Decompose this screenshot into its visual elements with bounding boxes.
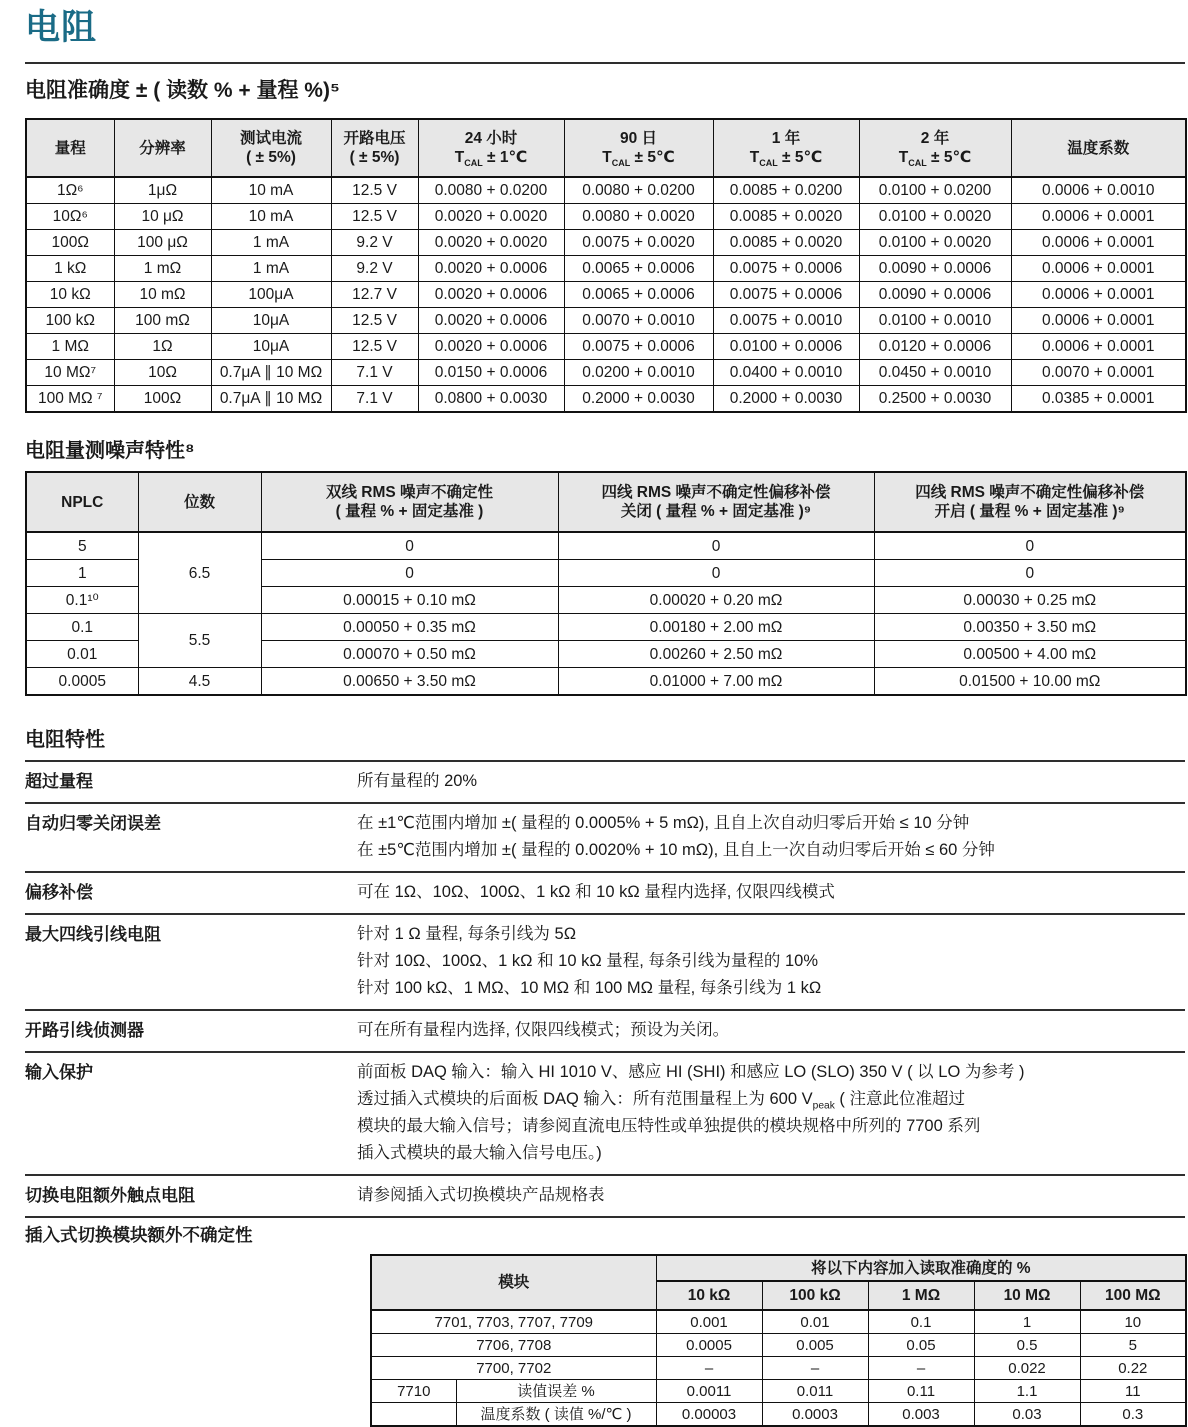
accuracy-cell: 1 mΩ (114, 256, 211, 282)
accuracy-cell: 0.0020 + 0.0006 (418, 282, 564, 308)
noise-col-four-wire-off: 四线 RMS 噪声不确定性偏移补偿 关闭 ( 量程 % + 固定基准 )⁹ (558, 472, 874, 532)
plugin-range-header: 100 MΩ (1080, 1281, 1186, 1310)
spec-values (357, 879, 835, 906)
accuracy-cell: 0.0075 + 0.0006 (713, 256, 859, 282)
page-title: 电阻 (25, 8, 98, 47)
noise-four-wire-off-cell: 0 (558, 532, 874, 560)
accuracy-cell: 0.0085 + 0.0200 (713, 177, 859, 204)
spec-row (25, 1051, 1185, 1174)
spec-line: 针对 10Ω、100Ω、1 kΩ 和 10 kΩ 量程, 每条引线为量程的 10% (357, 952, 819, 970)
spec-label: 切换电阻额外触点电阻 (25, 1186, 195, 1205)
accuracy-cell: 10 mA (211, 204, 331, 230)
accuracy-cell: 10Ω⁶ (26, 204, 114, 230)
accuracy-cell: 0.0100 + 0.0020 (859, 230, 1011, 256)
accuracy-cell: 100 kΩ (26, 308, 114, 334)
accuracy-cell: 0.0065 + 0.0006 (564, 282, 713, 308)
plugin-module-cell (371, 1403, 456, 1427)
plugin-module-cell: 7701, 7703, 7707, 7709 (371, 1310, 656, 1334)
accuracy-col-header: 温度系数 (1011, 119, 1186, 177)
accuracy-cell: 12.5 V (331, 204, 418, 230)
noise-two-wire-cell: 0 (261, 560, 558, 587)
noise-col-digits (138, 472, 261, 532)
accuracy-cell: 0.0080 + 0.0200 (564, 177, 713, 204)
plugin-row (371, 1357, 1186, 1380)
plugin-range-header: 10 MΩ (974, 1281, 1080, 1310)
accuracy-cell: 0.0450 + 0.0010 (859, 360, 1011, 386)
accuracy-cell: 0.0006 + 0.0001 (1011, 204, 1186, 230)
plugin-value-cell: 0.011 (762, 1380, 868, 1403)
noise-digits-cell: 5.5 (138, 614, 261, 668)
spec-label: 最大四线引线电阻 (25, 925, 161, 944)
plugin-value-cell: 5 (1080, 1334, 1186, 1357)
noise-nplc-cell: 0.1¹⁰ (26, 587, 138, 614)
spec-line: 插入式模块的最大输入信号电压。) (357, 1144, 602, 1162)
accuracy-cell: 0.0065 + 0.0006 (564, 256, 713, 282)
plugin-value-cell: 0.5 (974, 1334, 1080, 1357)
accuracy-cell: 0.0080 + 0.0020 (564, 204, 713, 230)
spec-row (25, 913, 1185, 1009)
spec-line: 可在 1Ω、10Ω、100Ω、1 kΩ 和 10 kΩ 量程内选择, 仅限四线模式 (357, 883, 835, 901)
accuracy-cell: 0.0020 + 0.0020 (418, 204, 564, 230)
plugin-value-cell: 0.03 (974, 1403, 1080, 1427)
accuracy-cell: 0.0085 + 0.0020 (713, 230, 859, 256)
spec-label: 开路引线侦测器 (25, 1021, 144, 1040)
plugin-header-row-1 (371, 1255, 1186, 1281)
plugin-value-cell: 0.1 (868, 1310, 974, 1334)
plugin-value-cell: 0.0011 (656, 1380, 762, 1403)
accuracy-cell: 0.0400 + 0.0010 (713, 360, 859, 386)
plugin-value-cell: 0.00003 (656, 1403, 762, 1427)
noise-row (26, 532, 1186, 560)
spec-row (25, 871, 1185, 913)
accuracy-cell: 12.5 V (331, 308, 418, 334)
accuracy-cell: 100μA (211, 282, 331, 308)
accuracy-row (26, 386, 1186, 413)
spec-values (357, 921, 821, 1002)
accuracy-cell: 0.0100 + 0.0200 (859, 177, 1011, 204)
accuracy-row (26, 308, 1186, 334)
accuracy-cell: 12.7 V (331, 282, 418, 308)
spec-values (357, 810, 995, 864)
noise-four-wire-on-cell: 0.00500 + 4.00 mΩ (874, 641, 1186, 668)
spec-row (25, 760, 1185, 802)
noise-four-wire-on-cell: 0.00030 + 0.25 mΩ (874, 587, 1186, 614)
noise-row (26, 614, 1186, 641)
noise-two-wire-cell: 0.00050 + 0.35 mΩ (261, 614, 558, 641)
accuracy-cell: 0.0075 + 0.0006 (564, 334, 713, 360)
spec-line: 在 ±5℃范围内增加 ±( 量程的 0.0020% + 10 mΩ), 且自上一次自动归零后开始 ≤ 60 分钟 (357, 841, 995, 859)
accuracy-row (26, 256, 1186, 282)
plugin-row (371, 1403, 1186, 1427)
plugin-value-cell: 0.0005 (656, 1334, 762, 1357)
accuracy-cell: 0.7μA ∥ 10 MΩ (211, 386, 331, 413)
plugin-value-cell: 1 (974, 1310, 1080, 1334)
spec-values (357, 1059, 1024, 1167)
noise-four-wire-off-cell: 0 (558, 560, 874, 587)
accuracy-cell: 1 kΩ (26, 256, 114, 282)
spec-line: 透过插入式模块的后面板 DAQ 输入：所有范围量程上为 600 $V_{peak}$ ( 注意此位准超过 (357, 1090, 965, 1112)
plugin-value-cell: 0.022 (974, 1357, 1080, 1380)
spec-row (25, 1009, 1185, 1051)
noise-digits-cell: 6.5 (138, 532, 261, 614)
accuracy-cell: 0.0006 + 0.0001 (1011, 308, 1186, 334)
plugin-value-cell: 0.11 (868, 1380, 974, 1403)
plugin-value-cell: 11 (1080, 1380, 1186, 1403)
accuracy-cell: 9.2 V (331, 256, 418, 282)
accuracy-row (26, 177, 1186, 204)
accuracy-cell: 0.2500 + 0.0030 (859, 386, 1011, 413)
spec-label: 超过量程 (25, 772, 93, 791)
plugin-row (371, 1310, 1186, 1334)
accuracy-cell: 1Ω⁶ (26, 177, 114, 204)
accuracy-col-header: 1 年 $T_{CAL}$ ± 5℃ (713, 119, 859, 177)
noise-nplc-cell: 1 (26, 560, 138, 587)
accuracy-cell: 10 MΩ⁷ (26, 360, 114, 386)
noise-nplc-cell: 0.01 (26, 641, 138, 668)
noise-four-wire-off-cell: 0.00260 + 2.50 mΩ (558, 641, 874, 668)
accuracy-col-header: 测试电流 ( ± 5%) (211, 119, 331, 177)
plugin-value-cell: 10 (1080, 1310, 1186, 1334)
plugin-value-cell: 0.005 (762, 1334, 868, 1357)
plugin-value-cell: 1.1 (974, 1380, 1080, 1403)
noise-two-wire-cell: 0.00015 + 0.10 mΩ (261, 587, 558, 614)
page (25, 0, 1185, 1427)
accuracy-cell: 0.0006 + 0.0001 (1011, 334, 1186, 360)
accuracy-table-body (26, 177, 1186, 412)
accuracy-cell: 10Ω (114, 360, 211, 386)
plugin-module-cell: 7700, 7702 (371, 1357, 656, 1380)
accuracy-cell: 0.0006 + 0.0001 (1011, 256, 1186, 282)
accuracy-cell: 0.0075 + 0.0006 (713, 282, 859, 308)
accuracy-cell: 0.2000 + 0.0030 (713, 386, 859, 413)
accuracy-cell: 0.0100 + 0.0020 (859, 204, 1011, 230)
accuracy-cell: 0.0085 + 0.0020 (713, 204, 859, 230)
spec-values (357, 1017, 729, 1044)
noise-col-two-wire: 双线 RMS 噪声不确定性 ( 量程 % + 固定基准 ) (261, 472, 558, 532)
noise-four-wire-on-cell: 0.00350 + 3.50 mΩ (874, 614, 1186, 641)
spec-line: 针对 100 kΩ、1 MΩ、10 MΩ 和 100 MΩ 量程, 每条引线为 1 kΩ (357, 979, 822, 997)
noise-four-wire-off-cell: 0.00020 + 0.20 mΩ (558, 587, 874, 614)
accuracy-cell: 0.0070 + 0.0010 (564, 308, 713, 334)
accuracy-cell: 10 mΩ (114, 282, 211, 308)
plugin-heading: 插入式切换模块额外不确定性 (25, 1225, 253, 1245)
accuracy-cell: 0.0100 + 0.0006 (713, 334, 859, 360)
plugin-sub-cell: 读值误差 % (456, 1380, 656, 1403)
accuracy-cell: 0.0020 + 0.0006 (418, 334, 564, 360)
accuracy-col-header: 量程 (26, 119, 114, 177)
accuracy-col-header: 分辨率 (114, 119, 211, 177)
plugin-module-header: 模块 (371, 1255, 656, 1310)
accuracy-cell: 0.0090 + 0.0006 (859, 282, 1011, 308)
accuracy-row (26, 334, 1186, 360)
accuracy-cell: 10 μΩ (114, 204, 211, 230)
spec-values (357, 1182, 605, 1209)
accuracy-col-header: 90 日 $T_{CAL}$ ± 5℃ (564, 119, 713, 177)
characteristics-list (25, 760, 1185, 1218)
plugin-span-header: 将以下内容加入读取准确度的 % (656, 1255, 1186, 1281)
accuracy-cell: 0.0020 + 0.0006 (418, 256, 564, 282)
accuracy-cell: 0.0100 + 0.0010 (859, 308, 1011, 334)
plugin-module-cell: 7710 (371, 1380, 456, 1403)
accuracy-header-row (26, 119, 1186, 177)
spec-label: 输入保护 (25, 1063, 93, 1082)
spec-line: 前面板 DAQ 输入：输入 HI 1010 V、感应 HI (SHI) 和感应 LO (SLO) 350 V ( 以 LO 为参考 ) (357, 1063, 1025, 1081)
plugin-value-cell: 0.05 (868, 1334, 974, 1357)
noise-nplc-cell: 5 (26, 532, 138, 560)
accuracy-cell: 1μΩ (114, 177, 211, 204)
noise-four-wire-off-cell: 0.01000 + 7.00 mΩ (558, 668, 874, 696)
accuracy-col-header: 2 年 $T_{CAL}$ ± 5℃ (859, 119, 1011, 177)
accuracy-row (26, 360, 1186, 386)
accuracy-cell: 1 mA (211, 230, 331, 256)
accuracy-col-header: 开路电压 ( ± 5%) (331, 119, 418, 177)
accuracy-row (26, 230, 1186, 256)
accuracy-cell: 0.0385 + 0.0001 (1011, 386, 1186, 413)
noise-table (25, 471, 1187, 696)
accuracy-cell: 100 MΩ ⁷ (26, 386, 114, 413)
accuracy-cell: 0.0006 + 0.0001 (1011, 230, 1186, 256)
plugin-value-cell: 0.01 (762, 1310, 868, 1334)
accuracy-cell: 0.0200 + 0.0010 (564, 360, 713, 386)
noise-four-wire-on-cell: 0 (874, 532, 1186, 560)
accuracy-cell: 7.1 V (331, 386, 418, 413)
plugin-value-cell: 0.22 (1080, 1357, 1186, 1380)
plugin-value-cell: – (656, 1357, 762, 1380)
plugin-table-body (371, 1310, 1186, 1426)
accuracy-cell: 10 mA (211, 177, 331, 204)
accuracy-heading: 电阻准确度 ± ( 读数 % + 量程 %)⁵ (25, 79, 340, 102)
accuracy-cell: 1 MΩ (26, 334, 114, 360)
noise-two-wire-cell: 0 (261, 532, 558, 560)
noise-nplc-cell: 0.1 (26, 614, 138, 641)
accuracy-table (25, 118, 1187, 413)
noise-row (26, 668, 1186, 696)
accuracy-row (26, 282, 1186, 308)
accuracy-cell: 10μA (211, 308, 331, 334)
accuracy-row (26, 204, 1186, 230)
plugin-value-cell: 0.001 (656, 1310, 762, 1334)
accuracy-cell: 12.5 V (331, 334, 418, 360)
accuracy-cell: 0.2000 + 0.0030 (564, 386, 713, 413)
accuracy-cell: 0.0006 + 0.0001 (1011, 282, 1186, 308)
noise-table-body (26, 532, 1186, 695)
noise-four-wire-on-cell: 0 (874, 560, 1186, 587)
noise-col-four-wire-on: 四线 RMS 噪声不确定性偏移补偿 开启 ( 量程 % + 固定基准 )⁹ (874, 472, 1186, 532)
plugin-value-cell: 0.3 (1080, 1403, 1186, 1427)
title-divider (25, 62, 1185, 64)
spec-label: 偏移补偿 (25, 883, 93, 902)
accuracy-cell: 0.0080 + 0.0200 (418, 177, 564, 204)
accuracy-cell: 0.0075 + 0.0010 (713, 308, 859, 334)
characteristics-heading: 电阻特性 (25, 729, 105, 751)
noise-four-wire-on-cell: 0.01500 + 10.00 mΩ (874, 668, 1186, 696)
accuracy-cell: 100 mΩ (114, 308, 211, 334)
noise-col-nplc-label: NPLC (61, 493, 104, 511)
noise-heading: 电阻量测噪声特性⁸ (25, 440, 195, 462)
plugin-value-cell: 0.003 (868, 1403, 974, 1427)
spec-line: 模块的最大输入信号；请参阅直流电压特性或单独提供的模块规格中所列的 7700 系列 (357, 1117, 981, 1135)
spec-line: 请参阅插入式切换模块产品规格表 (357, 1186, 605, 1204)
accuracy-cell: 7.1 V (331, 360, 418, 386)
plugin-value-cell: 0.0003 (762, 1403, 868, 1427)
spec-row (25, 1174, 1185, 1216)
accuracy-cell: 0.0006 + 0.0010 (1011, 177, 1186, 204)
accuracy-cell: 0.0070 + 0.0001 (1011, 360, 1186, 386)
accuracy-cell: 0.0120 + 0.0006 (859, 334, 1011, 360)
plugin-value-cell: – (762, 1357, 868, 1380)
accuracy-cell: 0.0020 + 0.0020 (418, 230, 564, 256)
accuracy-cell: 12.5 V (331, 177, 418, 204)
noise-header-row (26, 472, 1186, 532)
noise-col-digits-label: 位数 (183, 493, 215, 511)
accuracy-cell: 9.2 V (331, 230, 418, 256)
plugin-table (370, 1254, 1187, 1427)
accuracy-cell: 10μA (211, 334, 331, 360)
accuracy-cell: 0.0075 + 0.0020 (564, 230, 713, 256)
plugin-range-header: 1 MΩ (868, 1281, 974, 1310)
accuracy-cell: 1 mA (211, 256, 331, 282)
spec-line: 针对 1 Ω 量程, 每条引线为 5Ω (357, 925, 577, 943)
plugin-row (371, 1334, 1186, 1357)
noise-nplc-cell: 0.0005 (26, 668, 138, 696)
plugin-range-header: 100 kΩ (762, 1281, 868, 1310)
accuracy-cell: 10 kΩ (26, 282, 114, 308)
accuracy-cell: 100Ω (26, 230, 114, 256)
plugin-value-cell: – (868, 1357, 974, 1380)
accuracy-cell: 100 μΩ (114, 230, 211, 256)
accuracy-cell: 0.0020 + 0.0006 (418, 308, 564, 334)
plugin-row (371, 1380, 1186, 1403)
plugin-range-header: 10 kΩ (656, 1281, 762, 1310)
plugin-sub-cell: 温度系数 ( 读值 %/℃ ) (456, 1403, 656, 1427)
spec-line: 可在所有量程内选择, 仅限四线模式；预设为关闭。 (357, 1021, 730, 1039)
accuracy-cell: 0.7μA ∥ 10 MΩ (211, 360, 331, 386)
accuracy-cell: 0.0800 + 0.0030 (418, 386, 564, 413)
spec-line: 所有量程的 20% (357, 772, 478, 790)
noise-four-wire-off-cell: 0.00180 + 2.00 mΩ (558, 614, 874, 641)
accuracy-col-header: 24 小时 $T_{CAL}$ ± 1℃ (418, 119, 564, 177)
noise-two-wire-cell: 0.00650 + 3.50 mΩ (261, 668, 558, 696)
spec-line: 在 ±1℃范围内增加 ±( 量程的 0.0005% + 5 mΩ), 且自上次自动归零后开始 ≤ 10 分钟 (357, 814, 970, 832)
spec-label: 自动归零关闭误差 (25, 814, 161, 833)
accuracy-cell: 0.0150 + 0.0006 (418, 360, 564, 386)
noise-two-wire-cell: 0.00070 + 0.50 mΩ (261, 641, 558, 668)
plugin-module-cell: 7706, 7708 (371, 1334, 656, 1357)
spec-row (25, 802, 1185, 871)
accuracy-cell: 0.0090 + 0.0006 (859, 256, 1011, 282)
accuracy-cell: 100Ω (114, 386, 211, 413)
noise-digits-cell: 4.5 (138, 668, 261, 696)
spec-values (357, 768, 477, 795)
noise-col-nplc (26, 472, 138, 532)
accuracy-cell: 1Ω (114, 334, 211, 360)
